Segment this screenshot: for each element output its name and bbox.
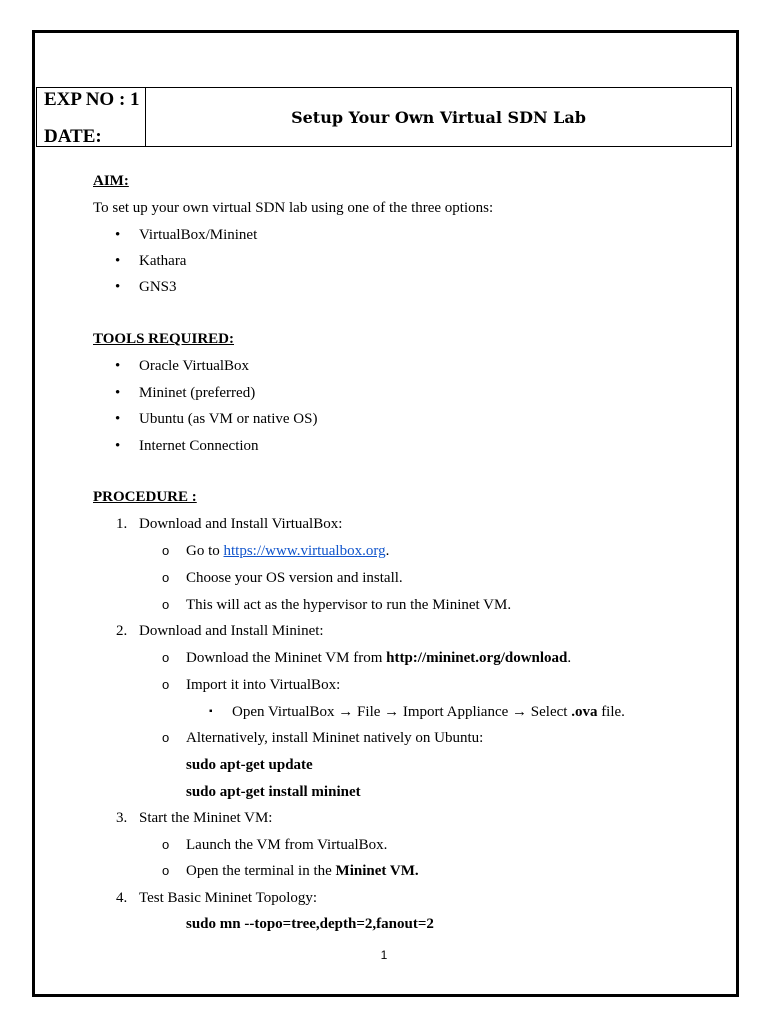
aim-item: VirtualBox/Mininet: [139, 227, 258, 243]
step-1-goto: Go to https://www.virtualbox.org.: [186, 543, 390, 559]
tools-item: Ubuntu (as VM or native OS): [139, 411, 318, 427]
procedure-heading: PROCEDURE :: [93, 489, 197, 505]
circle-bullet-icon: o: [162, 677, 170, 692]
step-2-download: Download the Mininet VM from http://mininet.org/download.: [186, 650, 572, 666]
step-1-sub: This will act as the hypervisor to run the Mininet VM.: [186, 597, 512, 613]
exp-no: EXP NO : 1: [44, 89, 140, 110]
command-line: sudo apt-get update: [186, 757, 313, 773]
step-number: 2.: [116, 623, 128, 639]
aim-item: Kathara: [139, 253, 187, 269]
square-bullet-icon: ▪: [209, 706, 213, 717]
circle-bullet-icon: o: [162, 837, 170, 852]
step-2-alt: Alternatively, install Mininet natively on Ubuntu:: [186, 730, 484, 746]
command-line: sudo apt-get install mininet: [186, 784, 361, 800]
circle-bullet-icon: o: [162, 863, 170, 878]
tools-item: Mininet (preferred): [139, 385, 256, 401]
circle-bullet-icon: o: [162, 730, 170, 745]
bullet-icon: •: [115, 385, 121, 401]
step-1-sub: Choose your OS version and install.: [186, 570, 403, 586]
circle-bullet-icon: o: [162, 543, 170, 558]
circle-bullet-icon: o: [162, 650, 170, 665]
step-number: 4.: [116, 890, 128, 906]
step-2-import: Import it into VirtualBox:: [186, 677, 341, 693]
tools-heading: TOOLS REQUIRED:: [93, 331, 235, 347]
bullet-icon: •: [115, 438, 121, 454]
step-3-sub: Launch the VM from VirtualBox.: [186, 837, 388, 853]
step-1-title: Download and Install VirtualBox:: [139, 516, 343, 532]
virtualbox-link[interactable]: https://www.virtualbox.org: [223, 543, 386, 559]
bullet-icon: •: [115, 358, 121, 374]
aim-heading: AIM:: [93, 173, 129, 189]
aim-intro: To set up your own virtual SDN lab using one of the three options:: [93, 200, 494, 216]
mininet-download-url: http://mininet.org/download: [386, 650, 568, 666]
bullet-icon: •: [115, 227, 121, 243]
page-number: 1: [380, 948, 388, 962]
circle-bullet-icon: o: [162, 570, 170, 585]
aim-item: GNS3: [139, 279, 177, 295]
date-label: DATE:: [44, 126, 102, 147]
step-3-title: Start the Mininet VM:: [139, 810, 273, 826]
bullet-icon: •: [115, 279, 121, 295]
tools-item: Internet Connection: [139, 438, 259, 454]
header-left-cell: [37, 88, 146, 146]
bullet-icon: •: [115, 411, 121, 427]
step-2-import-path: Open VirtualBox → File → Import Appliance → Select .ova file.: [232, 704, 625, 720]
header-table: [36, 87, 732, 147]
page-title: Setup Your Own Virtual SDN Lab: [291, 107, 586, 127]
tools-item: Oracle VirtualBox: [139, 358, 250, 374]
circle-bullet-icon: o: [162, 597, 170, 612]
bullet-icon: •: [115, 253, 121, 269]
step-3-sub: Open the terminal in the Mininet VM.: [186, 863, 419, 879]
step-4-title: Test Basic Mininet Topology:: [139, 890, 318, 906]
step-2-title: Download and Install Mininet:: [139, 623, 324, 639]
step-number: 1.: [116, 516, 128, 532]
command-line: sudo mn --topo=tree,depth=2,fanout=2: [186, 916, 434, 932]
step-number: 3.: [116, 810, 128, 826]
